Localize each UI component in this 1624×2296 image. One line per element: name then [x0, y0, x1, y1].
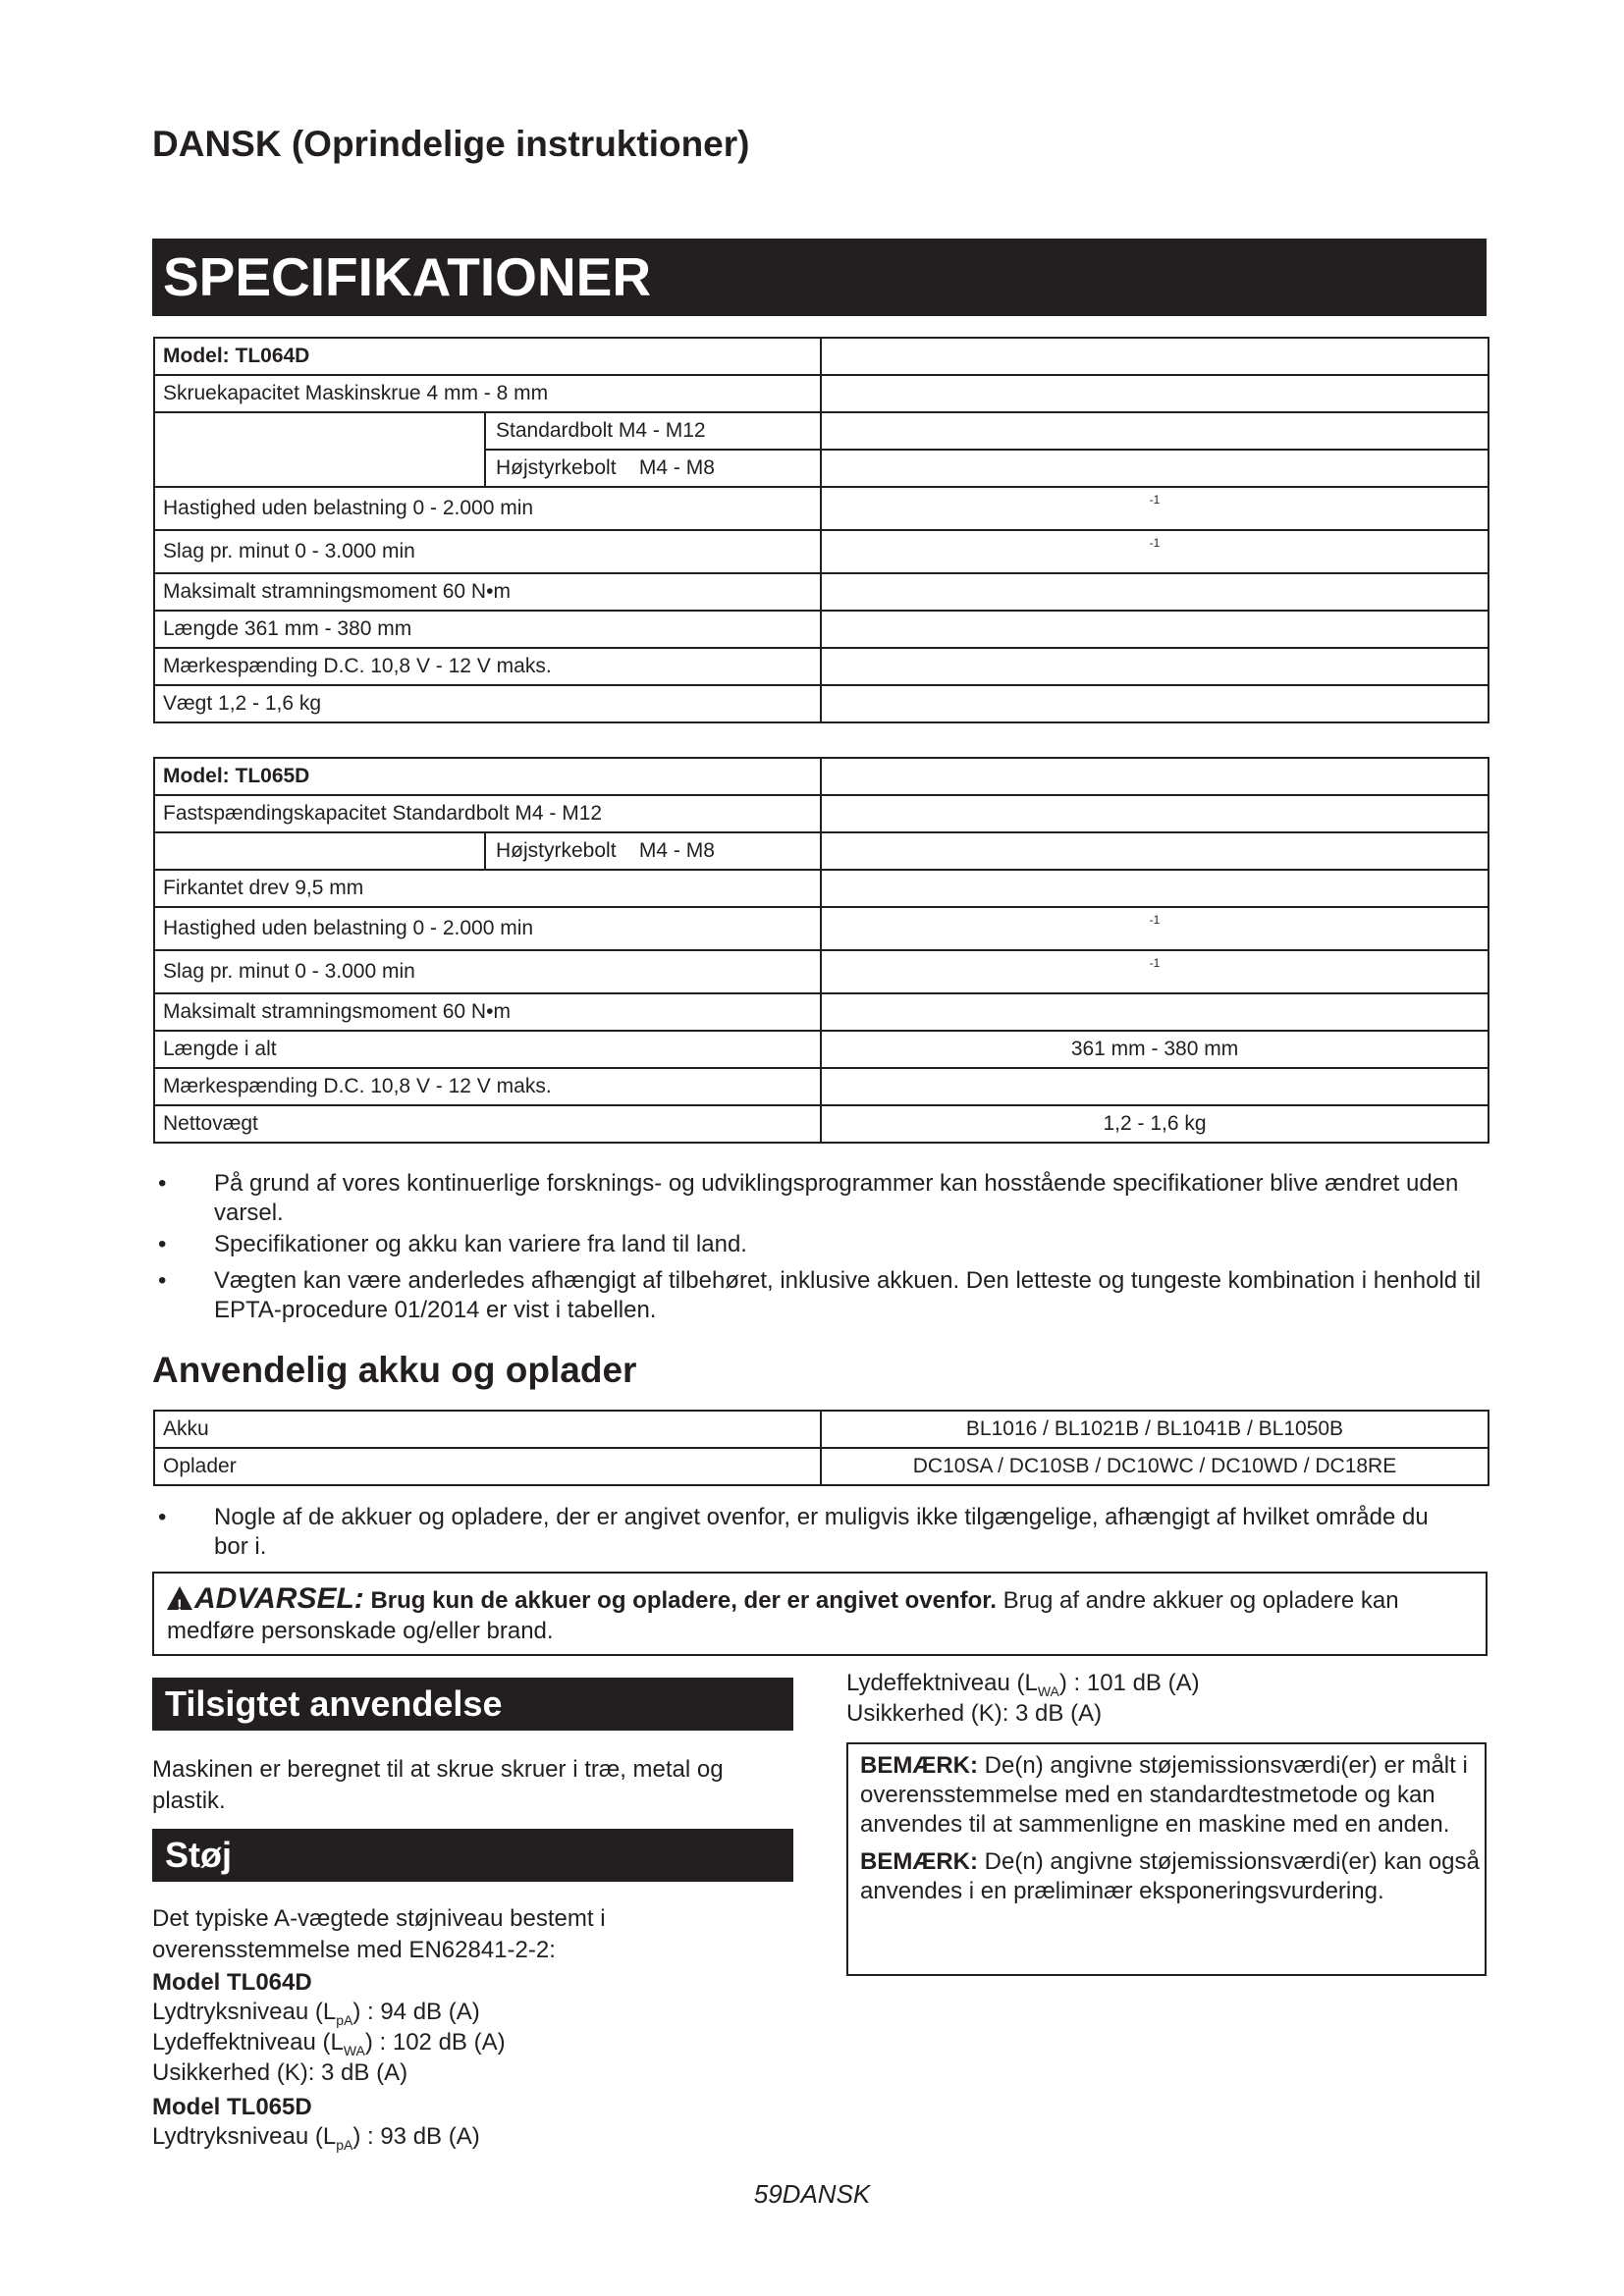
table-row — [154, 795, 1489, 832]
bullet-icon: • — [158, 1504, 167, 1530]
spec-label: Slag pr. minut 0 - 3.000 min — [154, 530, 821, 573]
sound-power-value: ) : 102 dB (A) — [364, 2029, 506, 2056]
spec-value — [821, 685, 1489, 722]
note-paragraph — [860, 1847, 1485, 1906]
component-label: Oplader — [154, 1448, 821, 1485]
sound-pressure-value: ) : 94 dB (A) — [352, 1999, 480, 2025]
component-models: BL1016 / BL1021B / BL1041B / BL1050B — [821, 1411, 1489, 1448]
model-heading-tl065d: Model TL065D — [152, 2094, 312, 2120]
table-row — [154, 1068, 1489, 1105]
table-row — [154, 487, 1489, 530]
spec-label: Mærkespænding D.C. 10,8 V - 12 V maks. — [154, 1068, 821, 1105]
table-row — [154, 758, 1489, 795]
spec-table-tl064d — [153, 337, 1489, 723]
spec-value — [821, 907, 1489, 950]
battery-charger-heading: Anvendelig akku og oplader — [152, 1350, 637, 1390]
spec-value — [821, 611, 1489, 648]
spec-value — [821, 950, 1489, 993]
page-language-title: DANSK (Oprindelige instruktioner) — [152, 124, 750, 164]
subscript: WA — [343, 2043, 365, 2058]
spec-value — [821, 1068, 1489, 1105]
spec-note: Vægten kan være anderledes afhængigt af tilbehøret, inklusive akkuen. Den letteste og tungeste kombination i henhold til EPTA-procedure 01/2014 er vist i tabellen. — [214, 1267, 1482, 1323]
sound-pressure-value: ) : 93 dB (A) — [352, 2123, 480, 2150]
battery-charger-table — [153, 1410, 1489, 1486]
table-row — [154, 611, 1489, 648]
availability-note: Nogle af de akkuer og opladere, der er angivet ovenfor, er muligvis ikke tilgængelige, afhængigt af hvilket område du bor i. — [214, 1504, 1429, 1560]
spec-value — [821, 573, 1489, 611]
page-footer: 59DANSK — [753, 2179, 871, 2209]
bullet-icon: • — [158, 1231, 167, 1257]
table-cell — [821, 758, 1489, 795]
spec-label: Vægt 1,2 - 1,6 kg — [154, 685, 821, 722]
spec-label: Standardbolt M4 - M12 — [485, 412, 821, 450]
spec-table-tl065d — [153, 757, 1489, 1144]
note-paragraph — [860, 1751, 1485, 1840]
sound-pressure-tl065d — [152, 2121, 480, 2155]
spec-value — [821, 450, 1489, 487]
spec-label: Hastighed uden belastning 0 - 2.000 min — [154, 487, 821, 530]
specifications-heading: SPECIFIKATIONER — [152, 239, 1487, 316]
warning-keyword: ADVARSEL: — [194, 1582, 364, 1615]
spec-note: Specifikationer og akku kan variere fra land til land. — [214, 1231, 747, 1257]
table-row — [154, 338, 1489, 375]
sound-power-tl064d — [152, 2027, 506, 2060]
sound-pressure-label: Lydtryksniveau (L — [152, 1999, 337, 2025]
table-row — [154, 1411, 1489, 1448]
warning-bold-text: Brug kun de akkuer og opladere, der er angivet ovenfor. — [370, 1587, 997, 1614]
spec-label: Fastspændingskapacitet Standardbolt M4 - M12 — [154, 795, 821, 832]
bullet-icon: • — [158, 1170, 167, 1197]
table-cell — [154, 412, 485, 487]
sound-power-label: Lydeffektniveau (L — [846, 1670, 1038, 1696]
table-row — [154, 1105, 1489, 1143]
spec-label: Længde 361 mm - 380 mm — [154, 611, 821, 648]
model-heading-tl064d: Model TL064D — [152, 1969, 312, 1996]
spec-label: Firkantet drev 9,5 mm — [154, 870, 821, 907]
noise-heading: Støj — [152, 1829, 793, 1882]
noise-notes-box — [846, 1742, 1487, 1976]
table-row — [154, 412, 1489, 450]
table-row — [154, 573, 1489, 611]
unit-exponent: -1 — [1149, 493, 1161, 507]
spec-label: Højstyrkebolt M4 - M8 — [485, 832, 821, 870]
spec-label: Højstyrkebolt M4 - M8 — [485, 450, 821, 487]
table-row — [154, 907, 1489, 950]
spec-label: Længde i alt — [154, 1031, 821, 1068]
unit-exponent: -1 — [1149, 536, 1161, 550]
spec-label: Maksimalt stramningsmoment 60 N•m — [154, 993, 821, 1031]
spec-label: Slag pr. minut 0 - 3.000 min — [154, 950, 821, 993]
bullet-icon: • — [158, 1267, 167, 1294]
unit-exponent: -1 — [1149, 956, 1161, 970]
table-row — [154, 832, 1489, 870]
spec-value — [821, 795, 1489, 832]
model-label: Model: TL064D — [154, 338, 821, 375]
unit-exponent: -1 — [1149, 913, 1161, 927]
uncertainty-tl065d: Usikkerhed (K): 3 dB (A) — [846, 1700, 1103, 1727]
table-row — [154, 993, 1489, 1031]
list-item — [158, 1169, 1490, 1228]
warning-text: Brug af andre akkuer og opladere kan medføre personskade og/eller brand. — [167, 1587, 1399, 1644]
subscript: pA — [336, 2137, 353, 2153]
spec-value — [821, 487, 1489, 530]
spec-value — [821, 993, 1489, 1031]
spec-label: Mærkespænding D.C. 10,8 V - 12 V maks. — [154, 648, 821, 685]
table-row — [154, 950, 1489, 993]
spec-label: Hastighed uden belastning 0 - 2.000 min — [154, 907, 821, 950]
component-label: Akku — [154, 1411, 821, 1448]
table-cell — [821, 338, 1489, 375]
subscript: WA — [1037, 1683, 1059, 1699]
spec-value — [821, 832, 1489, 870]
spec-value: 361 mm - 380 mm — [821, 1031, 1489, 1068]
spec-value — [821, 870, 1489, 907]
table-row — [154, 870, 1489, 907]
note-text: De(n) angivne støjemissionsværdi(er) kan også anvendes i en præliminær eksponeringsvurdering. — [860, 1848, 1480, 1904]
component-models: DC10SA / DC10SB / DC10WC / DC10WD / DC18RE — [821, 1448, 1489, 1485]
spec-label: Maksimalt stramningsmoment 60 N•m — [154, 573, 821, 611]
warning-box — [152, 1572, 1488, 1656]
spec-value — [821, 412, 1489, 450]
spec-value — [821, 530, 1489, 573]
intended-use-heading: Tilsigtet anvendelse — [152, 1678, 793, 1731]
spec-value — [821, 648, 1489, 685]
list-item — [158, 1230, 1490, 1259]
list-item — [158, 1503, 1441, 1562]
list-item — [158, 1266, 1490, 1325]
table-row — [154, 530, 1489, 573]
table-row — [154, 685, 1489, 722]
note-text: De(n) angivne støjemissionsværdi(er) er målt i overensstemmelse med en standardtestmetode og kan anvendes til at sammenligne en maskine med en anden. — [860, 1752, 1468, 1838]
intended-use-text: Maskinen er beregnet til at skrue skruer i træ, metal og plastik. — [152, 1756, 724, 1814]
spec-value: 1,2 - 1,6 kg — [821, 1105, 1489, 1143]
warning-triangle-icon — [167, 1586, 192, 1610]
table-row — [154, 375, 1489, 412]
spec-note: På grund af vores kontinuerlige forsknings- og udviklingsprogrammer kan hosstående specifikationer blive ændret uden varsel. — [214, 1170, 1459, 1226]
table-row — [154, 1448, 1489, 1485]
table-cell — [154, 832, 485, 870]
subscript: pA — [336, 2012, 353, 2028]
note-keyword: BEMÆRK: — [860, 1752, 978, 1779]
model-label: Model: TL065D — [154, 758, 821, 795]
table-row — [154, 648, 1489, 685]
sound-power-tl065d — [846, 1668, 1200, 1701]
spec-label: Skruekapacitet Maskinskrue 4 mm - 8 mm — [154, 375, 821, 412]
table-row — [154, 1031, 1489, 1068]
sound-power-value: ) : 101 dB (A) — [1058, 1670, 1200, 1696]
note-keyword: BEMÆRK: — [860, 1848, 978, 1875]
sound-pressure-tl064d — [152, 1997, 480, 2030]
sound-power-label: Lydeffektniveau (L — [152, 2029, 344, 2056]
noise-intro: Det typiske A-vægtede støjniveau bestemt i overensstemmelse med EN62841-2-2: — [152, 1905, 606, 1963]
spec-label: Nettovægt — [154, 1105, 821, 1143]
sound-pressure-label: Lydtryksniveau (L — [152, 2123, 337, 2150]
spec-value — [821, 375, 1489, 412]
uncertainty-tl064d: Usikkerhed (K): 3 dB (A) — [152, 2059, 408, 2086]
